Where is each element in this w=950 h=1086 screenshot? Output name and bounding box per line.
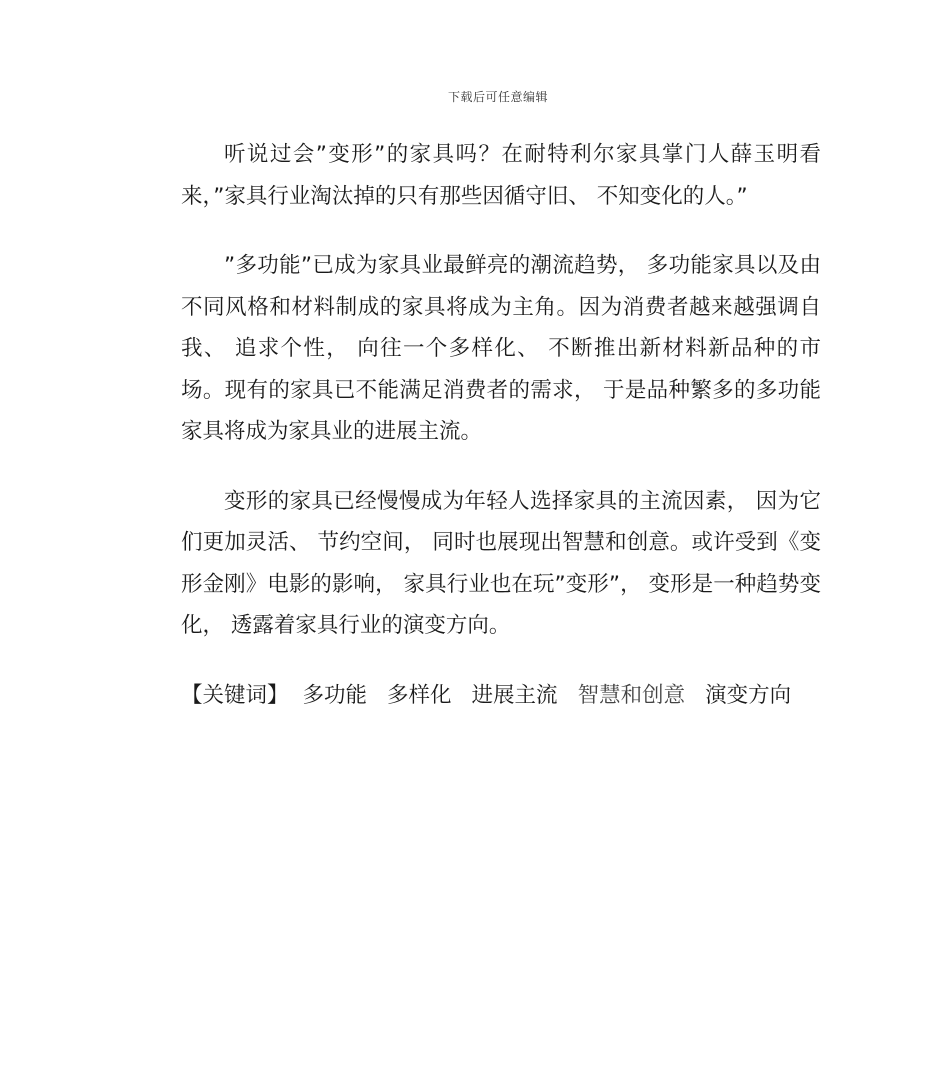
keyword-item: 智慧和创意 bbox=[577, 682, 686, 708]
keywords-line bbox=[181, 675, 821, 717]
article-body bbox=[181, 134, 821, 716]
keyword-item: 多功能 bbox=[302, 682, 368, 708]
paragraph-2: ”多功能”已成为家具业最鲜亮的潮流趋势， 多功能家具以及由不同风格和材料制成的家具将成为主角。因为消费者越来越强调自我、 追求个性， 向往一个多样化、 不断推出新材料新品种的市场。现有的家具已不能满足消费者的需求， 于是品种繁多的多功能家具将成为家具业的进展主流。 bbox=[181, 253, 821, 444]
keyword-item: 多样化 bbox=[387, 682, 452, 708]
header-note: 下载后可任意编辑 bbox=[447, 90, 548, 104]
paragraph-1: 听说过会”变形”的家具吗？在耐特利尔家具掌门人薛玉明看来，”家具行业淘汰掉的只有那些因循守旧、 不知变化的人。” bbox=[181, 142, 821, 209]
keywords-label: 【关键词】 bbox=[181, 682, 289, 708]
keyword-item: 演变方向 bbox=[705, 682, 792, 708]
paragraph-3: 变形的家具已经慢慢成为年轻人选择家具的主流因素， 因为它们更加灵活、 节约空间， 同时也展现出智慧和创意。或许受到《变形金刚》电影的影响， 家具行业也在玩”变形”， 变形是一种趋势变化， 透露着家具行业的演变方向。 bbox=[181, 488, 821, 638]
keyword-item: 进展主流 bbox=[471, 682, 558, 708]
